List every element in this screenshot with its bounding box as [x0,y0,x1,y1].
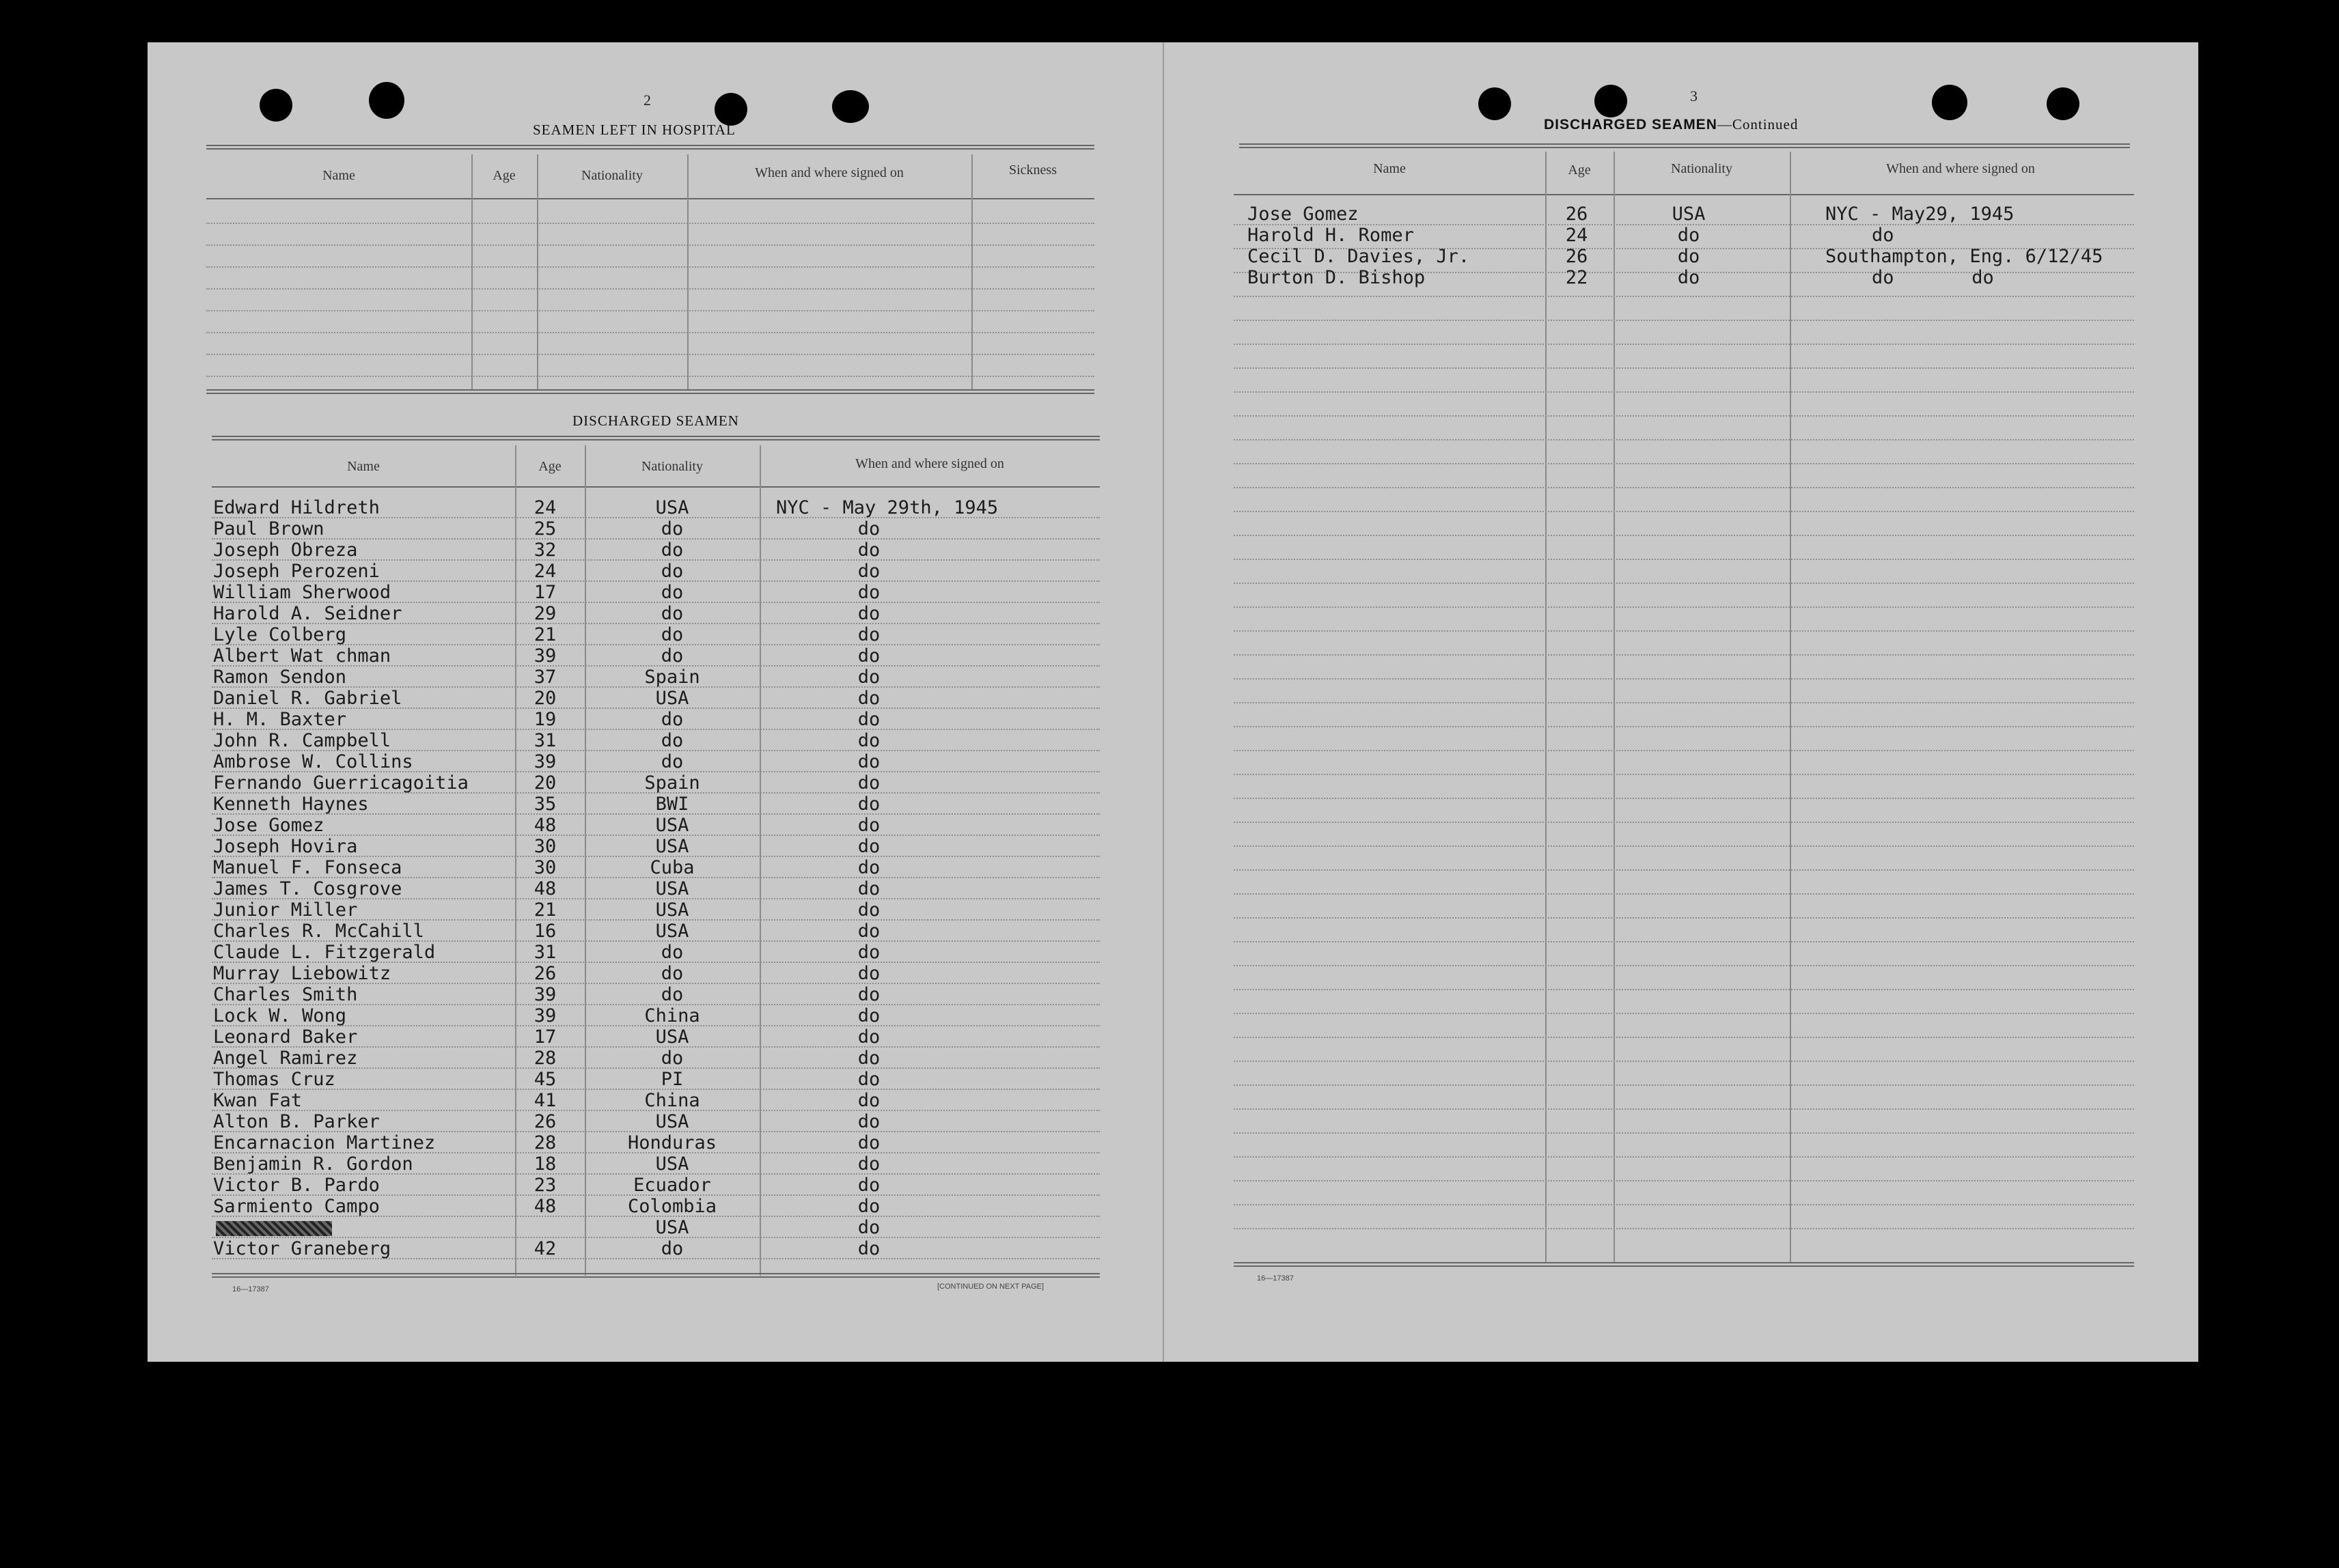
seaman-nationality: do [661,582,684,603]
ruled-line [1234,1228,2134,1229]
seaman-nationality: do [661,561,684,582]
seaman-age: 24 [534,497,557,518]
seaman-nationality: do [661,603,684,624]
seaman-age: 29 [534,603,557,624]
seaman-nationality: China [644,1090,700,1111]
signed-on: do [857,603,881,624]
seaman-name: Claude L. Fitzgerald [213,942,436,963]
column-divider [687,154,689,391]
ruled-line [1234,1013,2134,1014]
signed-on: do [857,1175,881,1196]
ruled-line [1234,654,2134,656]
signed-on: do [857,1048,881,1069]
seaman-nationality: USA [655,1111,689,1132]
ruled-line [206,223,1094,224]
seaman-nationality: Honduras [627,1132,717,1153]
punch-hole [369,82,404,119]
ruled-line [1234,583,2134,584]
seaman-age: 39 [534,1005,557,1026]
seaman-nationality: USA [655,878,689,899]
seaman-nationality: do [661,984,684,1005]
discharged-section-title: DISCHARGED SEAMEN [572,412,739,429]
column-header: When and where signed on [855,456,1004,471]
signed-on: do [857,1217,881,1238]
signed-on: do [857,518,881,540]
signed-on: do [857,1005,881,1026]
column-divider [971,154,973,391]
signed-on: do [857,1238,881,1259]
seaman-nationality: do [661,645,684,667]
seaman-nationality: do [661,942,684,963]
discharged-continued-title [1544,116,1798,133]
seaman-nationality: USA [655,497,689,518]
seaman-age: 32 [534,540,557,561]
ruled-line [1234,439,2134,440]
ruled-line [1234,822,2134,823]
seaman-age: 37 [534,667,557,688]
seaman-age: 30 [534,836,557,857]
ruled-line [1234,511,2134,512]
column-header: Nationality [641,459,703,474]
table-top-rule [206,145,1094,150]
seaman-nationality: USA [655,1217,689,1238]
ruled-line [1234,391,2134,393]
seaman-name: Edward Hildreth [213,497,380,518]
seaman-age: 26 [534,1111,557,1132]
seaman-age: 25 [534,518,557,540]
seaman-name: John R. Campbell [213,730,391,751]
signed-on: do [857,582,881,603]
seaman-name: Paul Brown [213,518,324,540]
seaman-age: 24 [1565,225,1588,246]
hospital-section-title: SEAMEN LEFT IN HOSPITAL [533,122,736,138]
seaman-nationality: do [1677,246,1700,267]
seaman-nationality: USA [655,1153,689,1175]
seaman-nationality: do [661,624,684,645]
seaman-nationality: Cuba [650,857,695,878]
signed-on: NYC - May 29th, 1945 [776,497,999,518]
signed-on: do [857,1111,881,1132]
signed-on: do [857,794,881,815]
signed-on: do [857,645,881,667]
signed-on: do [857,921,881,942]
ruled-line [206,332,1094,333]
ruled-line [1234,1084,2134,1086]
signed-on: do [857,1090,881,1111]
seaman-age: 45 [534,1069,557,1090]
column-header: Age [1568,163,1591,178]
seaman-age: 22 [1565,267,1588,288]
seaman-age: 39 [534,645,557,667]
table-bottom-rule [1234,1262,2134,1267]
ruled-line [206,244,1094,246]
signed-on: do [857,1153,881,1175]
seaman-nationality: do [661,540,684,561]
signed-on: NYC - May29, 1945 [1825,204,2015,225]
signed-on: do [1872,225,1894,246]
seaman-name: Ramon Sendon [213,667,347,688]
ruled-line [1234,535,2134,536]
seaman-age: 20 [534,772,557,794]
seaman-name: Encarnacion Martinez [213,1132,436,1153]
seaman-name: Joseph Perozeni [213,561,380,582]
seaman-name: Lyle Colberg [213,624,347,645]
punch-hole [2047,87,2079,120]
seaman-age: 26 [1565,246,1588,267]
seaman-age: 41 [534,1090,557,1111]
redaction-mark [216,1221,332,1236]
seaman-nationality: PI [661,1069,684,1090]
seaman-nationality: Spain [644,772,700,794]
page-number: 2 [643,92,651,109]
seaman-name: Manuel F. Fonseca [213,857,402,878]
seaman-name: Charles Smith [213,984,358,1005]
seaman-name: Joseph Hovira [213,836,358,857]
seaman-name: Harold A. Seidner [213,603,402,624]
seaman-age: 17 [534,1026,557,1048]
seaman-nationality: USA [655,899,689,921]
ruled-line [1234,798,2134,799]
seaman-nationality: do [661,709,684,730]
ruled-line [1234,965,2134,966]
ruled-line [1234,989,2134,990]
punch-hole [1594,85,1627,117]
ruled-line [1234,1037,2134,1038]
seaman-nationality: USA [655,836,689,857]
seaman-age: 39 [534,984,557,1005]
signed-on: Southampton, Eng. 6/12/45 [1825,246,2103,267]
page-number: 3 [1690,87,1698,104]
seaman-age: 26 [534,963,557,984]
ruled-line [1234,774,2134,775]
seaman-name: Burton D. Bishop [1247,267,1426,288]
seaman-name: Kwan Fat [213,1090,303,1111]
table-header-rule [206,198,1094,199]
signed-on: do [857,878,881,899]
form-number: 16—17387 [1257,1274,1294,1283]
seaman-nationality: do [1677,225,1700,246]
ruled-line [206,376,1094,377]
signed-on: do [857,836,881,857]
column-header: Nationality [581,168,643,183]
seaman-nationality: China [644,1005,700,1026]
ruled-line [1234,917,2134,919]
signed-on: do [857,730,881,751]
signed-on: do [857,899,881,921]
signed-on: do do [1872,267,1994,288]
table-header-rule [212,486,1100,488]
seaman-name: Junior Miller [213,899,358,921]
seaman-nationality: USA [1672,204,1706,225]
signed-on: do [857,963,881,984]
seaman-age: 48 [534,878,557,899]
column-divider [537,154,538,391]
seaman-name: Alton B. Parker [213,1111,380,1132]
seaman-age: 35 [534,794,557,815]
ruled-line [206,310,1094,311]
ruled-line [1234,893,2134,895]
seaman-name: Daniel R. Gabriel [213,688,402,709]
table-header-rule [1234,194,2134,195]
ruled-line [1234,1156,2134,1158]
signed-on: do [857,942,881,963]
signed-on: do [857,772,881,794]
column-divider [1614,152,1615,1262]
seaman-age: 20 [534,688,557,709]
seaman-age: 21 [534,624,557,645]
seaman-name: Joseph Obreza [213,540,358,561]
ruled-line [206,354,1094,355]
seaman-name: H. M. Baxter [213,709,347,730]
seaman-name: Victor B. Pardo [213,1175,380,1196]
column-header: When and where signed on [755,165,904,180]
column-header: Name [347,459,380,474]
seaman-name: Albert Wat chman [213,645,391,667]
seaman-name: James T. Cosgrove [213,878,402,899]
seaman-nationality: do [661,751,684,772]
seaman-name: Angel Ramirez [213,1048,358,1069]
table-bottom-rule [206,389,1094,394]
seaman-name: Leonard Baker [213,1026,358,1048]
seaman-age: 21 [534,899,557,921]
seaman-nationality: Spain [644,667,700,688]
seaman-age: 30 [534,857,557,878]
ruled-line [1234,702,2134,703]
seaman-age: 28 [534,1048,557,1069]
signed-on: do [857,815,881,836]
seaman-age: 16 [534,921,557,942]
title-suffix: —Continued [1717,116,1799,132]
seaman-name: Fernando Guerricagoitia [213,772,469,794]
seaman-name: Thomas Cruz [213,1069,335,1090]
ruled-line [1234,463,2134,464]
ruled-line [1234,630,2134,632]
signed-on: do [857,984,881,1005]
seaman-name: Victor Graneberg [213,1238,391,1259]
punch-hole [1478,87,1511,120]
signed-on: do [857,688,881,709]
signed-on: do [857,540,881,561]
seaman-nationality: do [661,1238,684,1259]
seaman-nationality: do [661,1048,684,1069]
seaman-name: Murray Liebowitz [213,963,391,984]
table-top-rule [1239,143,2130,148]
ruled-line [206,266,1094,268]
seaman-name: Harold H. Romer [1247,225,1414,246]
table-top-rule [212,436,1100,440]
punch-hole [715,93,747,126]
ruled-line [1234,1132,2134,1134]
ruled-line [1234,559,2134,560]
seaman-age: 31 [534,730,557,751]
column-header: Age [538,459,562,474]
ruled-line [1234,845,2134,847]
seaman-age: 19 [534,709,557,730]
seaman-nationality: do [1677,267,1700,288]
ruled-line [1234,1204,2134,1205]
ruled-line [1234,941,2134,942]
column-header: Name [1373,161,1406,176]
redacted-name [216,1217,332,1238]
ruled-line [1234,678,2134,680]
column-header: Nationality [1671,161,1732,176]
seaman-name: Charles R. McCahill [213,921,424,942]
ruled-line [1234,606,2134,608]
seaman-age: 24 [534,561,557,582]
ruled-line [1234,1108,2134,1110]
seaman-name: Sarmiento Campo [213,1196,380,1217]
seaman-age: 48 [534,1196,557,1217]
form-number: 16—17387 [232,1285,269,1293]
signed-on: do [857,624,881,645]
ruled-line [1234,750,2134,751]
ruled-line [1234,344,2134,345]
seaman-nationality: do [661,963,684,984]
title-bold: DISCHARGED SEAMEN [1544,117,1717,132]
seaman-nationality: USA [655,815,689,836]
signed-on: do [857,667,881,688]
signed-on: do [857,709,881,730]
table-bottom-rule [212,1273,1100,1278]
signed-on: do [857,1026,881,1048]
ruled-line [1234,726,2134,727]
column-header: Sickness [1009,163,1057,178]
ruled-line [1234,296,2134,297]
ruled-line [1234,415,2134,417]
seaman-name: Lock W. Wong [213,1005,347,1026]
seaman-age: 28 [534,1132,557,1153]
continued-note: [CONTINUED ON NEXT PAGE] [937,1283,1044,1291]
seaman-name: Jose Gomez [213,815,324,836]
seaman-age: 17 [534,582,557,603]
seaman-name: Kenneth Haynes [213,794,369,815]
seaman-age: 18 [534,1153,557,1175]
seaman-nationality: BWI [655,794,689,815]
signed-on: do [857,1069,881,1090]
column-header: Age [493,168,516,183]
seaman-nationality: Ecuador [633,1175,711,1196]
seaman-age: 39 [534,751,557,772]
signed-on: do [857,1132,881,1153]
seaman-nationality: USA [655,921,689,942]
ruled-line [1234,487,2134,488]
column-header: When and where signed on [1886,161,2035,176]
seaman-age: 31 [534,942,557,963]
seaman-nationality: do [661,518,684,540]
seaman-nationality: do [661,730,684,751]
seaman-nationality: Colombia [627,1196,717,1217]
signed-on: do [857,1196,881,1217]
ruled-line [1234,1180,2134,1181]
ruled-line [1234,1061,2134,1062]
column-divider [1790,152,1791,1262]
seaman-name: Benjamin R. Gordon [213,1153,413,1175]
seaman-age: 23 [534,1175,557,1196]
signed-on: do [857,857,881,878]
seaman-nationality: USA [655,688,689,709]
seaman-age: 42 [534,1238,557,1259]
punch-hole [260,89,292,122]
seaman-name: William Sherwood [213,582,391,603]
punch-hole [1932,85,1967,120]
seaman-name: Ambrose W. Collins [213,751,413,772]
column-divider [1545,152,1547,1262]
ruled-line [1234,869,2134,871]
seaman-name: Jose Gomez [1247,204,1359,225]
seaman-age: 26 [1565,204,1588,225]
punch-hole [832,90,869,123]
ruled-line [1234,320,2134,321]
column-divider [471,154,473,391]
column-header: Name [322,168,355,183]
seaman-name: Cecil D. Davies, Jr. [1247,246,1470,267]
seaman-nationality: USA [655,1026,689,1048]
ruled-line [206,288,1094,290]
seaman-age: 48 [534,815,557,836]
signed-on: do [857,751,881,772]
ruled-line [1234,367,2134,369]
signed-on: do [857,561,881,582]
